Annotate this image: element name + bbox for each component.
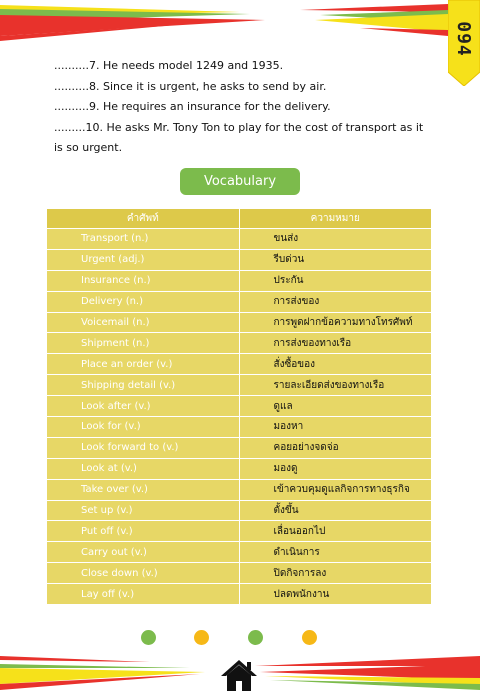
table-header-row (47, 209, 432, 229)
vocab-meaning: เลื่อนออกไป (239, 521, 432, 542)
question-item: ..........8. Since it is urgent, he asks to send by air. (54, 79, 327, 93)
vocab-word: Close down (v.) (47, 563, 240, 584)
table-row (47, 270, 432, 291)
vocab-meaning: การพูดฝากข้อความทางโทรศัพท์ (239, 312, 432, 333)
vocabulary-title: Vocabulary (180, 168, 300, 195)
vocab-word: Put off (v.) (47, 521, 240, 542)
vocab-word: Shipping detail (v.) (47, 375, 240, 396)
vocab-meaning: มองหา (239, 417, 432, 438)
vocab-meaning: การส่งของ (239, 291, 432, 312)
question-item: ..........9. He requires an insurance for the delivery. (54, 100, 331, 113)
vocab-word: Set up (v.) (47, 500, 240, 521)
vocab-meaning: สั่งซื้อของ (239, 354, 432, 375)
vocab-meaning: รีบด่วน (239, 249, 432, 270)
vocab-word: Urgent (adj.) (47, 249, 240, 270)
table-row (47, 479, 432, 500)
vocab-word: Shipment (n.) (47, 333, 240, 354)
table-row (47, 563, 432, 584)
table-row (47, 396, 432, 417)
vocab-meaning: เข้าควบคุมดูแลกิจการทางธุรกิจ (239, 479, 432, 500)
vocab-word: Look for (v.) (47, 417, 240, 438)
vocab-word: Delivery (n.) (47, 291, 240, 312)
vocab-meaning: ขนส่ง (239, 229, 432, 250)
vocab-word: Take over (v.) (47, 479, 240, 500)
page-number: 094 (453, 21, 475, 57)
table-row (47, 458, 432, 479)
table-row (47, 375, 432, 396)
vocab-meaning: คอยอย่างจดจ่อ (239, 437, 432, 458)
question-item: .........10. He asks Mr. Tony Ton to play for the cost of transport as it is so urgent. (54, 120, 424, 154)
vocabulary-table (46, 208, 432, 605)
column-header-meaning: ความหมาย (239, 209, 432, 229)
table-row (47, 417, 432, 438)
table-row (47, 354, 432, 375)
vocab-word: Look after (v.) (47, 396, 240, 417)
vocab-meaning: ปลดพนักงาน (239, 584, 432, 605)
decorative-dot-orange (194, 630, 209, 645)
vocab-word: Place an order (v.) (47, 354, 240, 375)
vocab-word: Look at (v.) (47, 458, 240, 479)
vocab-meaning: ดำเนินการ (239, 542, 432, 563)
vocab-meaning: การส่งของทางเรือ (239, 333, 432, 354)
vocab-word: Transport (n.) (47, 229, 240, 250)
column-header-word: คำศัพท์ (47, 209, 240, 229)
table-row (47, 249, 432, 270)
table-row (47, 229, 432, 250)
decorative-dot-orange (302, 630, 317, 645)
vocab-meaning: ตั้งขึ้น (239, 500, 432, 521)
vocab-word: Voicemail (n.) (47, 312, 240, 333)
table-row (47, 542, 432, 563)
decorative-dot-green (248, 630, 263, 645)
vocab-meaning: มองดู (239, 458, 432, 479)
vocab-meaning: รายละเอียดส่งของทางเรือ (239, 375, 432, 396)
table-row (47, 521, 432, 542)
table-row (47, 584, 432, 605)
decorative-dot-green (141, 630, 156, 645)
vocab-word: Carry out (v.) (47, 542, 240, 563)
table-row (47, 291, 432, 312)
table-row (47, 312, 432, 333)
vocab-word: Insurance (n.) (47, 270, 240, 291)
vocab-word: Lay off (v.) (47, 584, 240, 605)
vocab-meaning: ดูแล (239, 396, 432, 417)
table-row (47, 437, 432, 458)
vocab-word: Look forward to (v.) (47, 437, 240, 458)
vocab-meaning: ประกัน (239, 270, 432, 291)
home-icon[interactable] (220, 658, 258, 692)
question-list (54, 56, 434, 159)
table-row (47, 500, 432, 521)
table-row (47, 333, 432, 354)
question-item: ..........7. He needs model 1249 and 1935. (54, 59, 284, 72)
vocab-meaning: ปิดกิจการลง (239, 563, 432, 584)
